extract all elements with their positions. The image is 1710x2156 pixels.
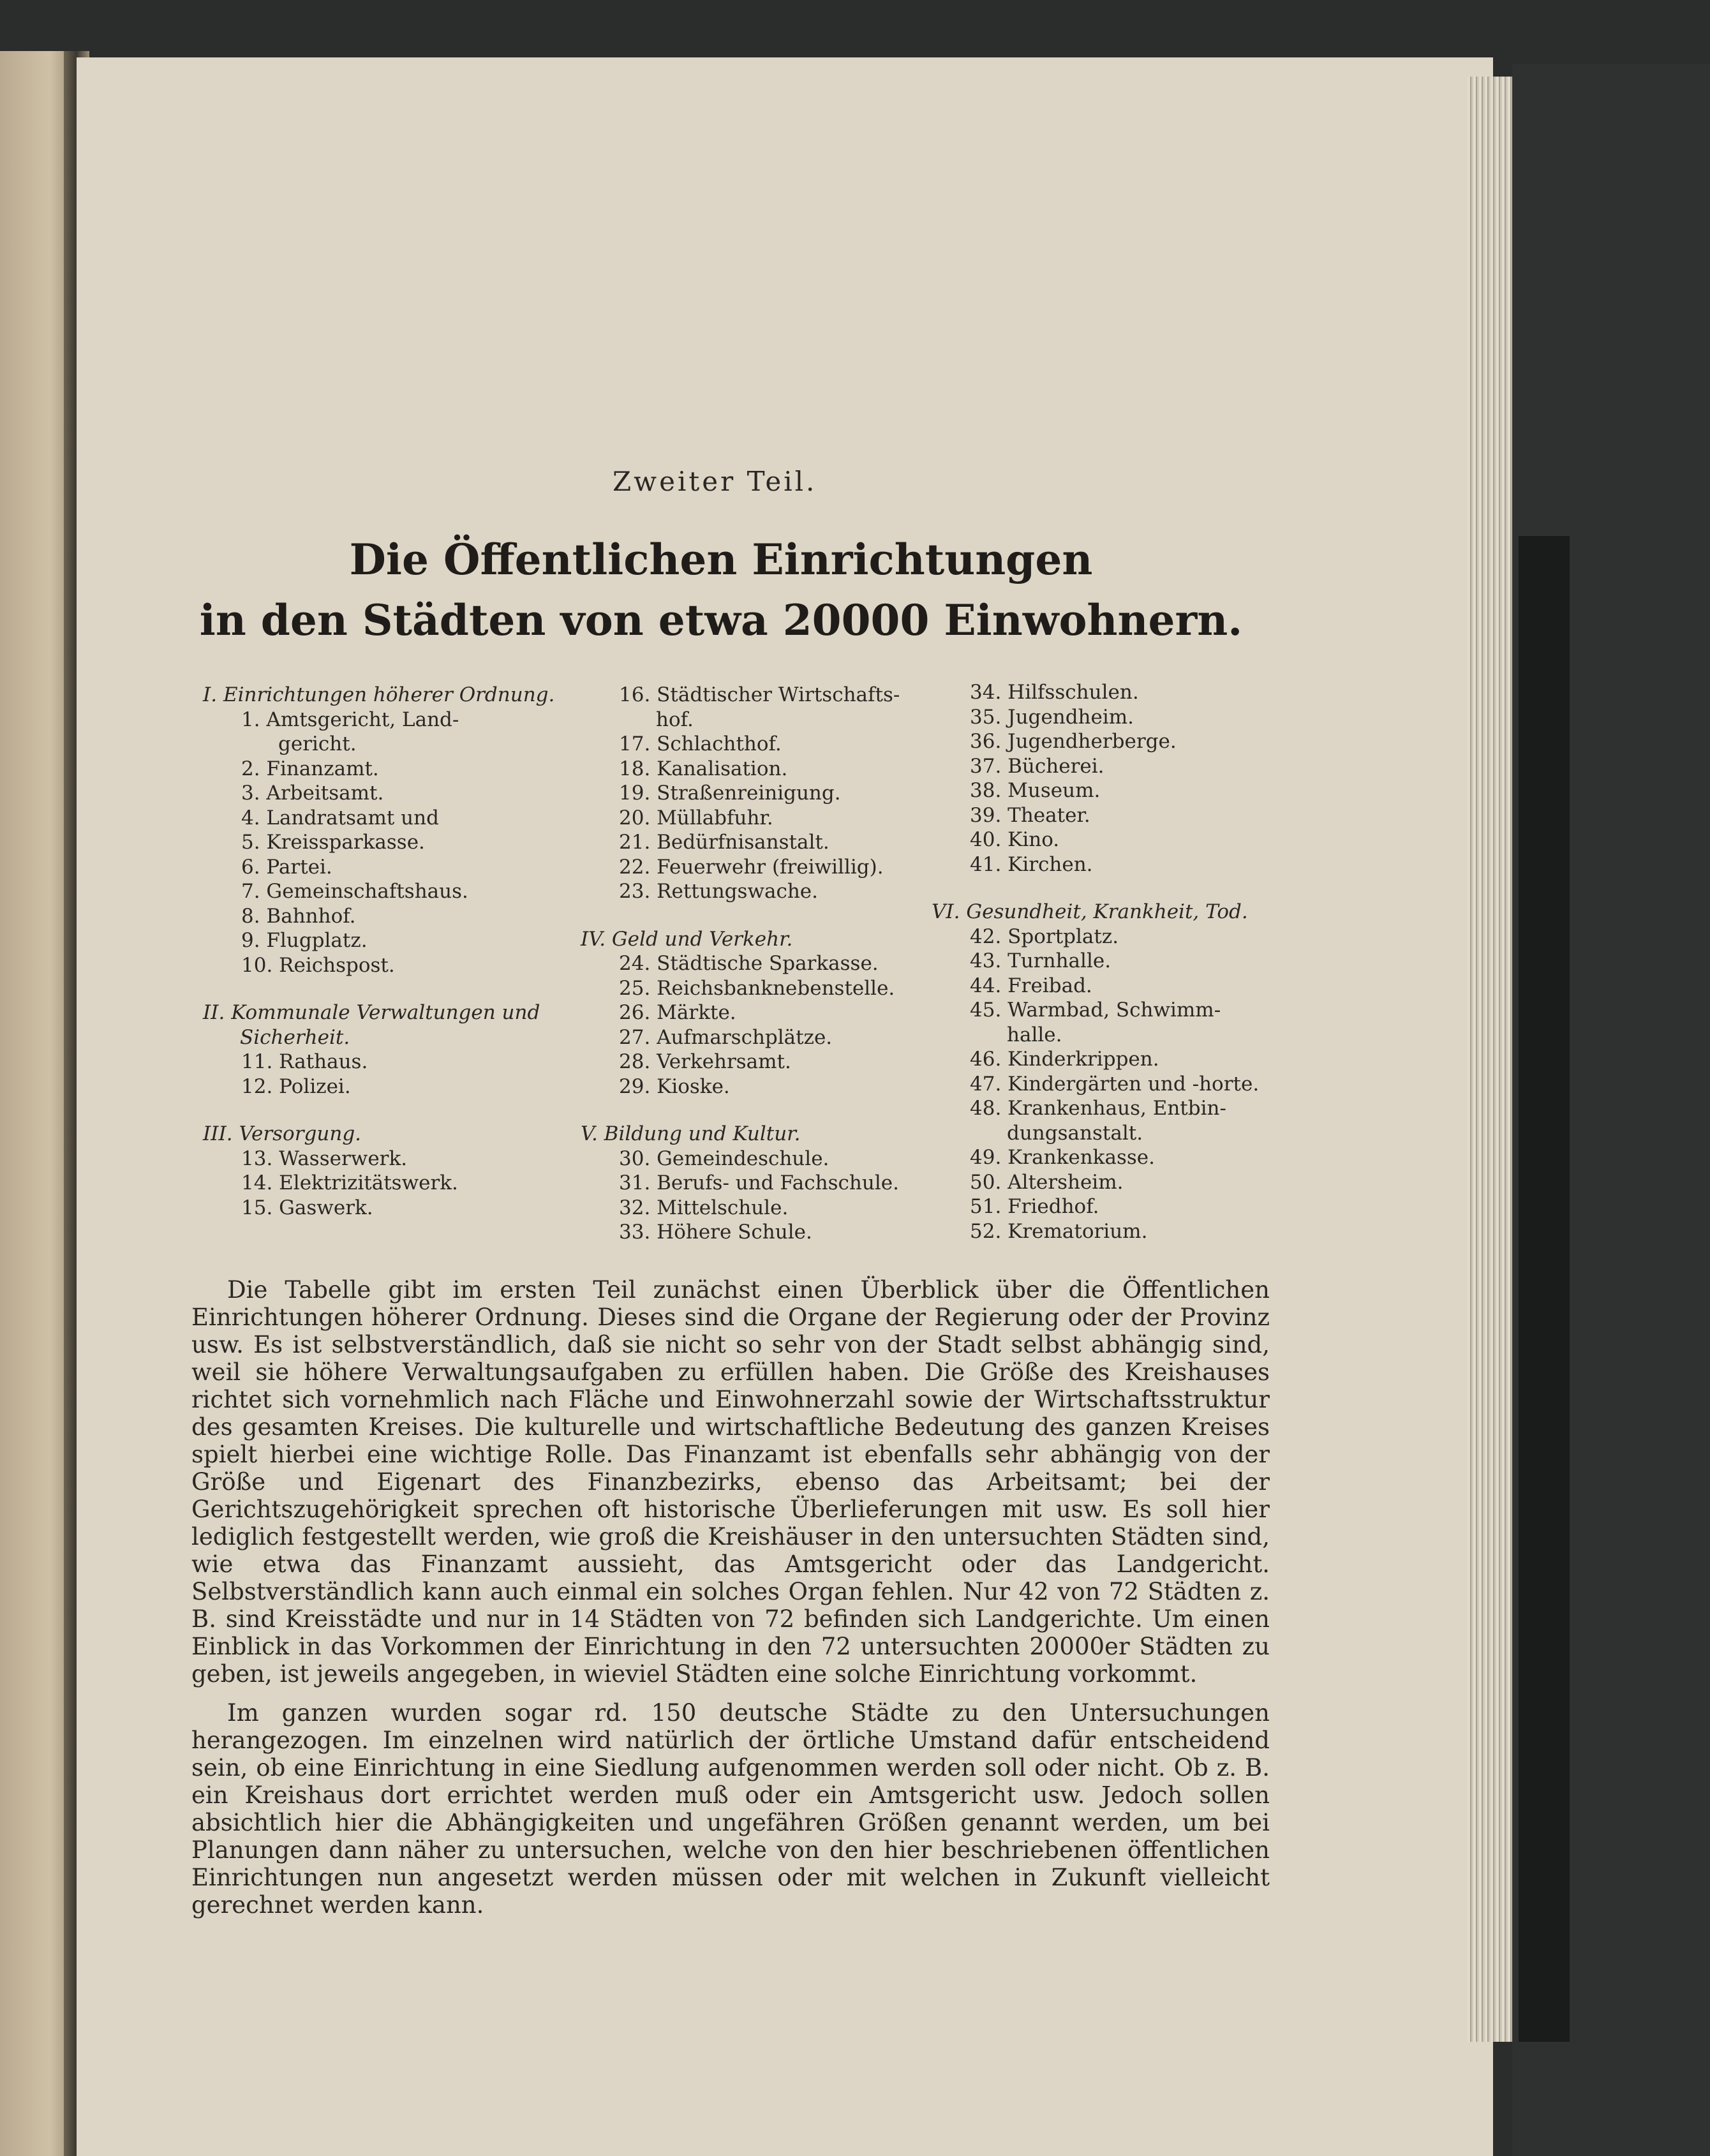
list-item: 18. Kanalisation.	[619, 757, 788, 780]
list-item: 39. Theater.	[970, 803, 1090, 827]
list-item: 1. Amtsgericht, Land-	[241, 708, 459, 731]
list-item: 25. Reichsbanknebenstelle.	[619, 976, 895, 1000]
list-spacer	[581, 1099, 912, 1122]
list-item: 46. Kinderkrippen.	[970, 1048, 1159, 1071]
list-item: 43. Turnhalle.	[970, 949, 1112, 972]
list-item: 12. Polizei.	[241, 1074, 351, 1098]
list-item: 24. Städtische Sparkasse.	[619, 952, 879, 975]
list-item: 49. Krankenkasse.	[970, 1146, 1155, 1169]
list-item: 19. Straßenreinigung.	[619, 782, 841, 805]
paragraph: Im ganzen wurden sogar rd. 150 deutsche Städte zu den Untersuchungen herangezogen. Im einzelnen wird natürlich der örtliche Umstand dafür entscheidend sein, ob eine Einrichtung in eine Siedlung aufgenommen werden soll oder nicht. Ob z. B. ein Kreishaus dort errichtet werden muß oder ein Amtsgericht usw. Jedoch sollen absichtlich hier die Abhängigkeiten und ungefähren Größen genannt werden, um bei Planungen dann näher zu untersuchen, welche von den hier beschriebenen öffentlichen Einrichtungen nun angesetzt werden müssen oder mit welchen in Zukunft vielleicht gerechnet werden kann.	[191, 1699, 1270, 1919]
list-item: 8. Bahnhof.	[241, 904, 356, 928]
list-item: dungsanstalt.	[1007, 1121, 1143, 1145]
list-item: 17. Schlachthof.	[619, 732, 782, 755]
list-item: 44. Freibad.	[970, 974, 1092, 997]
main-title-line-2: in den Städten von etwa 20000 Einwohnern.	[199, 595, 1243, 645]
list-item: 38. Museum.	[970, 779, 1101, 802]
section-heading: I. Einrichtungen höherer Ordnung.	[203, 683, 555, 706]
list-item: gericht.	[278, 732, 357, 755]
section-heading: IV. Geld und Verkehr.	[581, 927, 793, 951]
list-spacer	[203, 1099, 560, 1122]
list-item: 4. Landratsamt und	[241, 806, 439, 829]
paragraph: Die Tabelle gibt im ersten Teil zunächst einen Überblick über die Öffentlichen Einrichtungen höherer Ordnung. Dieses sind die Organe der Regierung oder der Provinz usw. Es ist selbstverständlich, daß sie nicht so sehr von der Stadt selbst abhängig sind, weil sie höhere Verwaltungsaufgaben zu erfüllen haben. Die Größe des Kreishauses richtet sich vornehmlich nach Fläche und Einwohnerzahl sowie der Wirtschaftsstruktur des gesamten Kreises. Die kulturelle und wirtschaftliche Bedeutung des ganzen Kreises spielt hierbei eine wichtige Rolle. Das Finanzamt ist ebenfalls sehr abhängig von der Größe und Eigenart des Finanzbezirks, ebenso das Arbeitsamt; bei der Gerichtszugehörigkeit sprechen oft historische Überlieferungen mit usw. Es soll hier lediglich festgestellt werden, wie groß die Kreishäuser in den untersuchten Städten sind, wie etwa das Finanzamt aussieht, das Amtsgericht oder das Landgericht. Selbstverständlich kann auch einmal ein solches Organ fehlen. Nur 42 von 72 Städten z. B. sind Kreisstädte und nur in 14 Städten von 72 befinden sich Landgerichte. Um einen Einblick in das Vorkommen der Einrichtung in den 72 untersuchten 20000er Städten zu geben, ist jeweils angegeben, in wieviel Städten eine solche Einrichtung vorkommt.	[191, 1276, 1270, 1688]
list-item: 42. Sportplatz.	[970, 925, 1119, 948]
list-item: 52. Krematorium.	[970, 1219, 1148, 1243]
list-item: 47. Kindergärten und -horte.	[970, 1072, 1260, 1096]
list-item: 50. Altersheim.	[970, 1170, 1124, 1194]
list-item: 41. Kirchen.	[970, 852, 1093, 876]
list-item: 23. Rettungswache.	[619, 880, 818, 903]
list-item: 36. Jugendherberge.	[970, 730, 1177, 753]
list-item: 2. Finanzamt.	[241, 757, 379, 780]
table-column-3	[932, 680, 1289, 1244]
list-item: 33. Höhere Schule.	[619, 1221, 812, 1244]
body-text	[191, 1276, 1270, 1930]
list-item: 3. Arbeitsamt.	[241, 782, 384, 805]
list-item: 20. Müllabfuhr.	[619, 806, 773, 829]
list-item: 32. Mittelschule.	[619, 1196, 789, 1219]
page-edges	[1468, 77, 1512, 2042]
section-heading: V. Bildung und Kultur.	[581, 1122, 801, 1145]
list-item: 28. Verkehrsamt.	[619, 1050, 791, 1073]
list-item: halle.	[1007, 1023, 1062, 1046]
list-item: 27. Aufmarschplätze.	[619, 1025, 833, 1049]
list-item: 7. Gemeinschaftshaus.	[241, 880, 468, 903]
list-item: 5. Kreissparkasse.	[241, 831, 425, 854]
list-item: 40. Kino.	[970, 828, 1060, 851]
list-item: 13. Wasserwerk.	[241, 1147, 408, 1170]
main-title	[191, 530, 1251, 651]
list-item: 48. Krankenhaus, Entbin-	[970, 1097, 1226, 1120]
list-spacer	[581, 904, 912, 927]
list-item: 15. Gaswerk.	[241, 1196, 373, 1219]
cover-spine	[1519, 536, 1570, 2042]
list-item: 14. Elektrizitätswerk.	[241, 1171, 458, 1194]
list-item: 22. Feuerwehr (freiwillig).	[619, 855, 884, 879]
list-item: 26. Märkte.	[619, 1001, 736, 1024]
section-heading: III. Versorgung.	[203, 1122, 362, 1145]
list-item: 51. Friedhof.	[970, 1195, 1099, 1218]
list-spacer	[203, 978, 560, 1000]
list-item: 37. Bücherei.	[970, 754, 1104, 778]
list-item: 9. Flugplatz.	[241, 929, 368, 952]
section-heading: II. Kommunale Verwaltungen und	[203, 1001, 540, 1024]
list-item: 29. Kioske.	[619, 1074, 730, 1098]
list-item: 45. Warmbad, Schwimm-	[970, 999, 1221, 1022]
list-item: 21. Bedürfnisanstalt.	[619, 831, 829, 854]
list-item: 6. Partei.	[241, 855, 332, 879]
list-item: hof.	[656, 708, 694, 731]
table-column-2	[581, 683, 912, 1245]
list-item: 30. Gemeindeschule.	[619, 1147, 829, 1170]
list-item: 16. Städtischer Wirtschafts-	[619, 683, 900, 706]
list-item: 10. Reichspost.	[241, 953, 395, 977]
list-item: 31. Berufs- und Fachschule.	[619, 1171, 899, 1194]
list-item: 34. Hilfsschulen.	[970, 681, 1139, 704]
section-heading: VI. Gesundheit, Krankheit, Tod.	[932, 900, 1248, 923]
table-column-1	[203, 683, 560, 1220]
list-item: 11. Rathaus.	[241, 1050, 368, 1073]
part-title: Zweiter Teil.	[613, 466, 817, 497]
section-heading: Sicherheit.	[240, 1025, 350, 1049]
main-title-line-1: Die Öffentlichen Einrichtungen	[349, 535, 1093, 584]
list-spacer	[932, 877, 1289, 900]
list-item: 35. Jugendheim.	[970, 705, 1134, 729]
